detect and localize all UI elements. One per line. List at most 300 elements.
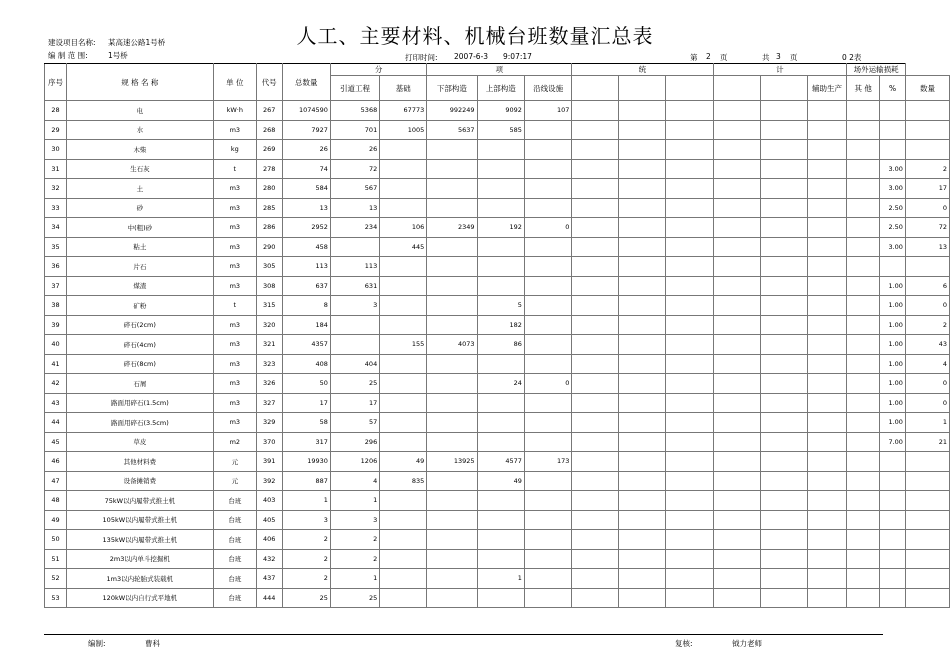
cell-blank	[619, 374, 666, 394]
cell-blank	[713, 218, 760, 238]
cell-total: 887	[282, 471, 330, 491]
cell-item-3	[427, 140, 477, 160]
cell-item-2	[380, 296, 427, 316]
cell-aux	[807, 432, 847, 452]
cell-total: 17	[282, 393, 330, 413]
cell-item-5	[524, 530, 571, 550]
cell-pct	[880, 140, 906, 160]
cell-blank	[572, 335, 619, 355]
header-pct: %	[880, 76, 906, 101]
cell-name: 2m3以内单斗挖掘机	[66, 549, 213, 569]
cell-pct	[880, 569, 906, 589]
print-time-label: 打印时间:	[405, 53, 438, 62]
cell-blank	[760, 530, 807, 550]
cell-other	[847, 237, 880, 257]
header-code: 代号	[256, 64, 282, 101]
cell-pct	[880, 510, 906, 530]
scope-value: 1号桥	[108, 51, 128, 60]
page-unit: 页	[720, 53, 728, 62]
table-row	[45, 530, 950, 550]
cell-aux	[807, 159, 847, 179]
cell-item-5	[524, 588, 571, 608]
cell-blank	[666, 140, 713, 160]
page-title: 人工、主要材料、机械台班数量汇总表	[296, 24, 654, 48]
summary-table	[44, 63, 950, 608]
cell-blank	[572, 218, 619, 238]
cell-item-4	[477, 491, 524, 511]
cell-item-2	[380, 159, 427, 179]
cell-item-2: 155	[380, 335, 427, 355]
cell-total: 58	[282, 413, 330, 433]
cell-code: 323	[256, 354, 282, 374]
cell-item-1: 1	[330, 491, 379, 511]
cell-item-1: 26	[330, 140, 379, 160]
cell-item-4: 182	[477, 315, 524, 335]
cell-item-3	[427, 354, 477, 374]
cell-seq: 40	[45, 335, 67, 355]
print-time: 9:07:17	[503, 52, 532, 61]
cell-item-3	[427, 530, 477, 550]
cell-blank	[713, 491, 760, 511]
cell-qty: 2	[905, 159, 949, 179]
cell-total: 317	[282, 432, 330, 452]
cell-item-5: 173	[524, 452, 571, 472]
cell-item-3	[427, 374, 477, 394]
header-blank	[572, 76, 619, 101]
cell-total: 637	[282, 276, 330, 296]
cell-blank	[619, 530, 666, 550]
cell-item-3	[427, 257, 477, 277]
cell-name: 碎石(4cm)	[66, 335, 213, 355]
cell-blank	[572, 140, 619, 160]
cell-total: 408	[282, 354, 330, 374]
cell-unit: m3	[213, 335, 256, 355]
cell-item-2	[380, 432, 427, 452]
cell-item-2	[380, 588, 427, 608]
reviewer-label: 复核:	[675, 639, 693, 648]
cell-unit: t	[213, 159, 256, 179]
cell-code: 432	[256, 549, 282, 569]
cell-seq: 33	[45, 198, 67, 218]
table-row	[45, 393, 950, 413]
cell-item-2	[380, 393, 427, 413]
cell-blank	[666, 296, 713, 316]
cell-blank	[619, 315, 666, 335]
cell-seq: 51	[45, 549, 67, 569]
cell-item-3	[427, 315, 477, 335]
cell-item-5	[524, 432, 571, 452]
cell-code: 280	[256, 179, 282, 199]
cell-code: 326	[256, 374, 282, 394]
table-row	[45, 432, 950, 452]
cell-item-2: 106	[380, 218, 427, 238]
cell-unit: m3	[213, 198, 256, 218]
table-row	[45, 510, 950, 530]
cell-aux	[807, 218, 847, 238]
cell-code: 286	[256, 218, 282, 238]
cell-item-4	[477, 432, 524, 452]
cell-blank	[760, 140, 807, 160]
cell-item-2	[380, 413, 427, 433]
cell-item-1: 57	[330, 413, 379, 433]
cell-blank	[666, 276, 713, 296]
header-ji: 计	[713, 64, 847, 76]
cell-aux	[807, 569, 847, 589]
cell-blank	[572, 471, 619, 491]
cell-blank	[572, 413, 619, 433]
cell-seq: 49	[45, 510, 67, 530]
cell-aux	[807, 120, 847, 140]
cell-item-1: 3	[330, 296, 379, 316]
cell-blank	[572, 237, 619, 257]
cell-pct	[880, 491, 906, 511]
cell-item-5: 0	[524, 218, 571, 238]
cell-total: 1074590	[282, 101, 330, 121]
table-row	[45, 335, 950, 355]
cell-unit: m3	[213, 179, 256, 199]
cell-pct	[880, 120, 906, 140]
cell-seq: 34	[45, 218, 67, 238]
cell-unit: 元	[213, 452, 256, 472]
cell-item-1: 631	[330, 276, 379, 296]
header-loss-group: 场外运输损耗	[847, 64, 906, 76]
cell-unit: m3	[213, 237, 256, 257]
cell-unit: m3	[213, 393, 256, 413]
header-aux: 辅助生产	[807, 76, 847, 101]
cell-blank	[760, 198, 807, 218]
cell-qty	[905, 491, 949, 511]
cell-blank	[619, 491, 666, 511]
cell-total: 74	[282, 159, 330, 179]
project-label: 建设项目名称:	[48, 38, 96, 47]
table-row	[45, 549, 950, 569]
cell-name: 其他材料费	[66, 452, 213, 472]
cell-code: 267	[256, 101, 282, 121]
cell-item-3: 992249	[427, 101, 477, 121]
cell-item-5	[524, 237, 571, 257]
cell-blank	[760, 588, 807, 608]
cell-code: 405	[256, 510, 282, 530]
cell-blank	[666, 257, 713, 277]
cell-blank	[713, 374, 760, 394]
cell-blank	[666, 218, 713, 238]
cell-code: 327	[256, 393, 282, 413]
cell-seq: 50	[45, 530, 67, 550]
cell-code: 406	[256, 530, 282, 550]
cell-other	[847, 198, 880, 218]
header-item-4: 上部构造	[477, 76, 524, 101]
cell-blank	[760, 491, 807, 511]
cell-item-1	[330, 315, 379, 335]
cell-other	[847, 218, 880, 238]
cell-aux	[807, 315, 847, 335]
cell-blank	[619, 569, 666, 589]
cell-code: 290	[256, 237, 282, 257]
cell-seq: 35	[45, 237, 67, 257]
cell-item-1: 3	[330, 510, 379, 530]
cell-total: 2	[282, 549, 330, 569]
cell-item-2	[380, 315, 427, 335]
cell-name: 135kW以内履带式推土机	[66, 530, 213, 550]
cell-total: 3	[282, 510, 330, 530]
cell-item-4	[477, 276, 524, 296]
cell-aux	[807, 237, 847, 257]
cell-item-1	[330, 335, 379, 355]
cell-item-2: 445	[380, 237, 427, 257]
cell-code: 370	[256, 432, 282, 452]
cell-item-5	[524, 198, 571, 218]
cell-blank	[760, 218, 807, 238]
cell-blank	[760, 354, 807, 374]
cell-blank	[572, 510, 619, 530]
cell-blank	[572, 354, 619, 374]
footer-rule	[44, 634, 883, 635]
cell-blank	[619, 140, 666, 160]
cell-other	[847, 140, 880, 160]
cell-other	[847, 179, 880, 199]
header-tong: 统	[572, 64, 713, 76]
cell-pct	[880, 530, 906, 550]
cell-name: 水	[66, 120, 213, 140]
cell-total: 2	[282, 569, 330, 589]
cell-item-3: 5637	[427, 120, 477, 140]
cell-seq: 37	[45, 276, 67, 296]
reviewer-name: 钺力老师	[732, 639, 762, 648]
cell-item-2	[380, 257, 427, 277]
cell-item-5	[524, 549, 571, 569]
cell-item-5	[524, 413, 571, 433]
cell-aux	[807, 374, 847, 394]
cell-blank	[760, 296, 807, 316]
cell-blank	[713, 120, 760, 140]
cell-item-2	[380, 354, 427, 374]
cell-other	[847, 101, 880, 121]
cell-pct	[880, 588, 906, 608]
table-row	[45, 101, 950, 121]
cell-seq: 43	[45, 393, 67, 413]
cell-item-1: 701	[330, 120, 379, 140]
cell-blank	[760, 237, 807, 257]
cell-name: 煤渣	[66, 276, 213, 296]
cell-item-4	[477, 510, 524, 530]
cell-blank	[760, 549, 807, 569]
cell-blank	[666, 393, 713, 413]
table-row	[45, 140, 950, 160]
cell-item-4	[477, 354, 524, 374]
cell-total: 2952	[282, 218, 330, 238]
cell-blank	[572, 452, 619, 472]
cell-name: 木柴	[66, 140, 213, 160]
cell-seq: 32	[45, 179, 67, 199]
cell-blank	[572, 257, 619, 277]
cell-other	[847, 530, 880, 550]
cell-total: 2	[282, 530, 330, 550]
cell-other	[847, 471, 880, 491]
cell-item-4	[477, 257, 524, 277]
cell-blank	[713, 198, 760, 218]
header-item-2: 基础	[380, 76, 427, 101]
cell-item-3	[427, 471, 477, 491]
cell-item-1	[330, 237, 379, 257]
cell-seq: 45	[45, 432, 67, 452]
cell-blank	[713, 354, 760, 374]
cell-blank	[572, 549, 619, 569]
cell-blank	[572, 315, 619, 335]
cell-code: 329	[256, 413, 282, 433]
form-code: 0 2表	[842, 53, 862, 62]
cell-item-3	[427, 569, 477, 589]
cell-item-3	[427, 179, 477, 199]
cell-blank	[572, 432, 619, 452]
cell-item-1: 1	[330, 569, 379, 589]
cell-other	[847, 491, 880, 511]
cell-code: 308	[256, 276, 282, 296]
cell-name: 土	[66, 179, 213, 199]
cell-blank	[619, 432, 666, 452]
cell-item-4	[477, 588, 524, 608]
cell-item-1: 25	[330, 588, 379, 608]
cell-total: 25	[282, 588, 330, 608]
table-row	[45, 159, 950, 179]
cell-name: 中(粗)砂	[66, 218, 213, 238]
cell-blank	[666, 315, 713, 335]
cell-item-1: 13	[330, 198, 379, 218]
cell-code: 269	[256, 140, 282, 160]
cell-qty: 1	[905, 413, 949, 433]
cell-pct: 1.00	[880, 413, 906, 433]
cell-blank	[666, 471, 713, 491]
cell-item-3	[427, 549, 477, 569]
cell-pct: 1.00	[880, 276, 906, 296]
cell-name: 电	[66, 101, 213, 121]
cell-seq: 44	[45, 413, 67, 433]
cell-unit: m3	[213, 120, 256, 140]
cell-item-4: 1	[477, 569, 524, 589]
cell-unit: 台班	[213, 588, 256, 608]
cell-total: 113	[282, 257, 330, 277]
cell-item-4: 585	[477, 120, 524, 140]
cell-qty: 2	[905, 315, 949, 335]
cell-qty	[905, 471, 949, 491]
cell-item-5	[524, 335, 571, 355]
cell-blank	[666, 101, 713, 121]
cell-blank	[619, 276, 666, 296]
cell-aux	[807, 452, 847, 472]
cell-item-3: 2349	[427, 218, 477, 238]
scope-label: 编 制 范 围:	[48, 51, 88, 60]
compiler-label: 编制:	[88, 639, 106, 648]
cell-unit: 台班	[213, 491, 256, 511]
header-blank	[619, 76, 666, 101]
cell-blank	[760, 569, 807, 589]
cell-other	[847, 588, 880, 608]
cell-seq: 53	[45, 588, 67, 608]
cell-item-3	[427, 237, 477, 257]
cell-total: 8	[282, 296, 330, 316]
cell-seq: 41	[45, 354, 67, 374]
cell-blank	[572, 491, 619, 511]
cell-aux	[807, 530, 847, 550]
total-unit: 页	[790, 53, 798, 62]
cell-blank	[619, 237, 666, 257]
cell-item-2	[380, 569, 427, 589]
cell-item-1: 4	[330, 471, 379, 491]
cell-blank	[572, 276, 619, 296]
cell-blank	[760, 413, 807, 433]
cell-code: 320	[256, 315, 282, 335]
cell-qty: 4	[905, 354, 949, 374]
cell-item-3	[427, 432, 477, 452]
cell-code: 278	[256, 159, 282, 179]
cell-pct: 2.50	[880, 218, 906, 238]
cell-blank	[713, 101, 760, 121]
cell-item-4	[477, 159, 524, 179]
cell-pct	[880, 471, 906, 491]
page-label: 第	[690, 53, 698, 62]
cell-blank	[713, 471, 760, 491]
cell-item-5: 0	[524, 374, 571, 394]
cell-blank	[619, 179, 666, 199]
header-item-5: 沿线设施	[524, 76, 571, 101]
header-other: 其 他	[847, 76, 880, 101]
cell-aux	[807, 101, 847, 121]
cell-aux	[807, 588, 847, 608]
header-qty: 数量	[905, 76, 949, 101]
cell-aux	[807, 198, 847, 218]
cell-item-2	[380, 491, 427, 511]
cell-aux	[807, 335, 847, 355]
cell-unit: kW·h	[213, 101, 256, 121]
cell-item-2	[380, 179, 427, 199]
cell-qty	[905, 101, 949, 121]
cell-other	[847, 120, 880, 140]
cell-item-3	[427, 296, 477, 316]
cell-item-1: 234	[330, 218, 379, 238]
cell-qty	[905, 569, 949, 589]
cell-blank	[619, 159, 666, 179]
table-row	[45, 296, 950, 316]
cell-blank	[572, 569, 619, 589]
cell-item-1: 113	[330, 257, 379, 277]
cell-item-5	[524, 471, 571, 491]
cell-code: 403	[256, 491, 282, 511]
cell-item-3: 13925	[427, 452, 477, 472]
cell-other	[847, 569, 880, 589]
cell-blank	[572, 179, 619, 199]
cell-item-1: 2	[330, 530, 379, 550]
cell-item-4	[477, 413, 524, 433]
cell-item-5	[524, 159, 571, 179]
cell-aux	[807, 413, 847, 433]
cell-item-2	[380, 140, 427, 160]
cell-aux	[807, 257, 847, 277]
cell-unit: 元	[213, 471, 256, 491]
cell-unit: m3	[213, 374, 256, 394]
total-label: 共	[762, 53, 770, 62]
cell-blank	[760, 393, 807, 413]
cell-total: 13	[282, 198, 330, 218]
cell-name: 路面用碎石(3.5cm)	[66, 413, 213, 433]
cell-code: 321	[256, 335, 282, 355]
cell-item-4: 4577	[477, 452, 524, 472]
cell-blank	[760, 452, 807, 472]
table-row	[45, 471, 950, 491]
cell-qty: 6	[905, 276, 949, 296]
cell-item-1: 25	[330, 374, 379, 394]
cell-name: 矿粉	[66, 296, 213, 316]
cell-blank	[713, 276, 760, 296]
table-row	[45, 120, 950, 140]
